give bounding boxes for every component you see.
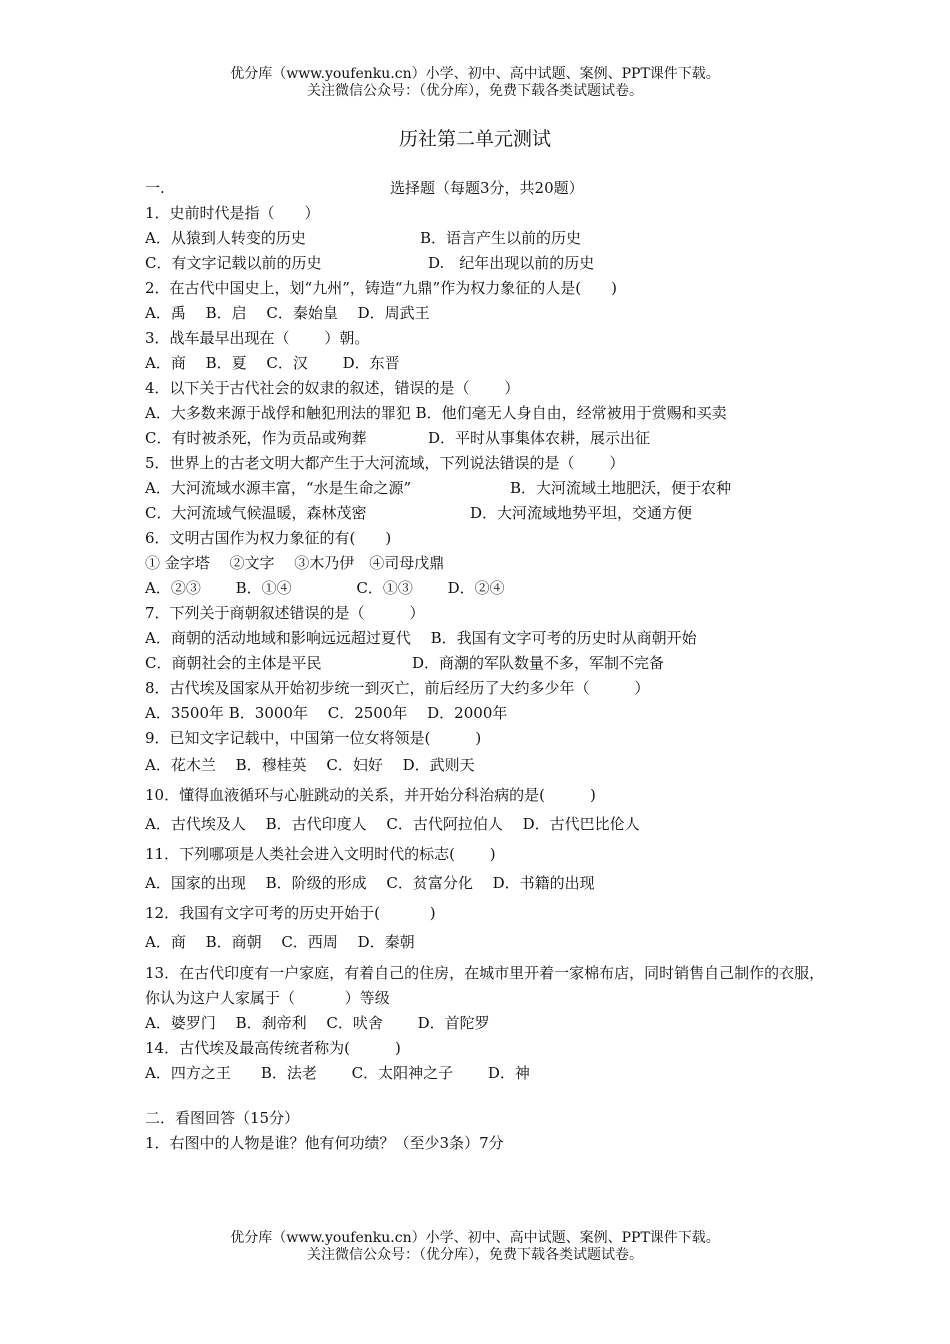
question-2-options: A．禹 B．启 C．秦始皇 D．周武王 (145, 304, 430, 322)
question-12: 12．我国有文字可考的历史开始于( ) (145, 903, 436, 922)
footer-line-2: 关注微信公众号：（优分库），免费下载各类试题试卷。 (307, 1247, 643, 1263)
option: A．从猿到人转变的历史 (145, 229, 306, 247)
question-11-options: A．国家的出现 B．阶级的形成 C．贫富分化 D．书籍的出现 (145, 874, 595, 892)
question-3-options: A．商 B．夏 C．汉 D．东晋 (145, 354, 400, 372)
question-4: 4．以下关于古代社会的奴隶的叙述，错误的是（ ） (145, 379, 520, 397)
option: C．有文字记载以前的历史 (145, 254, 322, 272)
question-5-options-cd (145, 501, 825, 526)
question-10: 10．懂得血液循环与心脏跳动的关系，并开始分科治病的是( ) (145, 785, 596, 804)
option: B．语言产生以前的历史 (420, 229, 582, 247)
question-9: 9．已知文字记载中，中国第一位女将领是( ) (145, 729, 482, 747)
page-footer (0, 1230, 950, 1264)
option: D．大河流域地势平坦，交通方便 (470, 504, 693, 522)
question-4-options-cd (145, 426, 825, 451)
header-line-1: 优分库（www.youfenku.cn）小学、初中、高中试题、案例、PPT课件下载。 (230, 66, 720, 82)
question-11: 11．下列哪项是人类社会进入文明时代的标志( ) (145, 844, 496, 863)
question-14: 14．古代埃及最高传统者称为( ) (145, 1038, 401, 1057)
question-1-options-cd (145, 251, 825, 276)
footer-line-1: 优分库（www.youfenku.cn）小学、初中、高中试题、案例、PPT课件下载。 (230, 1230, 720, 1246)
question-7: 7．下列关于商朝叙述错误的是（ ） (145, 604, 425, 622)
question-6-items: ① 金字塔 ②文字 ③木乃伊 ④司母戊鼎 (145, 554, 445, 572)
option: B．大河流域土地肥沃，便于农种 (510, 479, 732, 497)
option: D．商潮的军队数量不多，军制不完备 (412, 654, 665, 672)
question-1-options-ab (145, 226, 825, 251)
option: C．有时被杀死，作为贡品或殉葬 (145, 429, 367, 447)
page-title: 历社第二单元测试 (398, 128, 551, 150)
question-13-options: A．婆罗门 B．刹帝利 C．吠舍 D．首陀罗 (145, 1013, 490, 1032)
option: D．平时从事集体农耕，展示出征 (428, 429, 651, 447)
header-line-2: 关注微信公众号：（优分库），免费下载各类试题试卷。 (307, 83, 643, 99)
question-3: 3．战车最早出现在（ ）朝。 (145, 329, 370, 347)
question-9-options: A．花木兰 B．穆桂英 C．妇好 D．武则天 (145, 756, 475, 774)
section-1-number: 一. (145, 179, 165, 197)
option: C．大河流域气候温暖，森林茂密 (145, 504, 367, 522)
question-10-options: A．古代埃及人 B．古代印度人 C．古代阿拉伯人 D．古代巴比伦人 (145, 815, 640, 833)
question-2: 2．在古代中国史上，划“九州”，铸造“九鼎”作为权力象征的人是( ) (145, 279, 617, 297)
question-5-options-ab (145, 476, 825, 501)
option: D. 纪年出现以前的历史 (428, 254, 595, 272)
page-header (0, 66, 950, 100)
question-5: 5．世界上的古老文明大都产生于大河流域，下列说法错误的是（ ） (145, 454, 625, 472)
question-4-options-ab: A．大多数来源于战俘和触犯刑法的罪犯 B．他们毫无人身自由，经常被用于赏赐和买卖 (145, 404, 727, 422)
section-1-title: 选择题（每题3分，共20题） (390, 179, 584, 197)
question-8: 8．古代埃及国家从开始初步统一到灭亡，前后经历了大约多少年（ ） (145, 679, 650, 697)
option: A．大河流域水源丰富，“水是生命之源” (145, 479, 412, 497)
question-12-options: A．商 B．商朝 C．西周 D．秦朝 (145, 933, 415, 951)
question-7-options-cd (145, 651, 825, 676)
question-13: 13．在古代印度有一户家庭，有着自己的住房，在城市里开着一家棉布店，同时销售自己制作的衣服，你认为这户人家属于（ ）等级 (145, 963, 825, 1007)
question-14-options: A．四方之王 B．法老 C．太阳神之子 D．神 (145, 1063, 530, 1082)
question-6-options: A．②③ B．①④ C．①③ D．②④ (145, 579, 505, 597)
option: C．商朝社会的主体是平民 (145, 654, 322, 672)
section-2-question-1: 1．右图中的人物是谁？他有何功绩？（至少3条）7分 (145, 1133, 504, 1152)
section-1-heading (145, 176, 825, 201)
question-8-options: A．3500年 B．3000年 C．2500年 D．2000年 (145, 704, 508, 722)
question-7-options-ab: A．商朝的活动地域和影响远远超过夏代 B．我国有文字可考的历史时从商朝开始 (145, 629, 697, 647)
question-1: 1．史前时代是指（ ） (145, 204, 320, 222)
exam-content (145, 176, 825, 1156)
question-6: 6．文明古国作为权力象征的有( ) (145, 529, 392, 547)
section-2-heading: 二．看图回答（15分） (145, 1108, 300, 1127)
